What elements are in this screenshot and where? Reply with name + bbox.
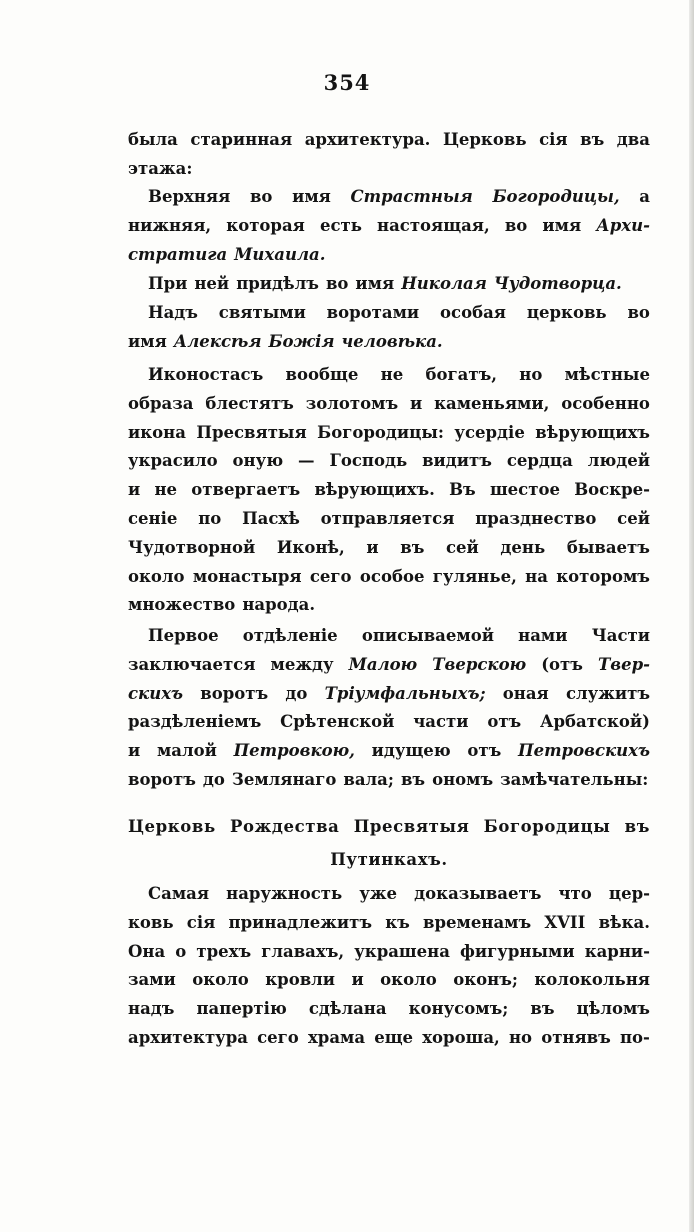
word: XVII (544, 912, 586, 932)
word: сія (539, 130, 568, 149)
text-line (128, 183, 650, 212)
word: богатъ, (425, 365, 497, 384)
word: Петровкою, (233, 741, 355, 761)
word: въ (580, 130, 605, 149)
word: имя (355, 274, 395, 293)
word: въ (400, 769, 426, 789)
word: трехъ (196, 941, 252, 961)
word: части (413, 712, 469, 732)
word: Петровскихъ (518, 741, 650, 761)
text-line (128, 995, 650, 1024)
word: въ (624, 817, 650, 836)
word: и (128, 741, 141, 761)
word: главахъ, (261, 941, 345, 961)
word: золотомъ (305, 393, 399, 413)
word: Пресвятыя (353, 817, 470, 836)
text-line (128, 447, 650, 476)
text-line (128, 299, 650, 328)
paragraph (128, 622, 650, 795)
word: Малою (348, 654, 418, 674)
word: человѣка. (341, 331, 443, 351)
word: оконъ; (453, 970, 518, 990)
word: архитектура. (304, 130, 431, 149)
word: нижняя, (128, 215, 212, 235)
word: Самая (148, 884, 210, 903)
word: день (500, 537, 546, 557)
word: Церковь (128, 817, 216, 836)
word: бываетъ (566, 537, 650, 557)
word: уже (359, 884, 398, 903)
word: раздѣленіемъ (128, 712, 262, 732)
word: что (558, 884, 592, 903)
word: въ (530, 999, 555, 1019)
word: Богородицы: (317, 422, 444, 442)
word: старинная (190, 130, 293, 149)
word: отправляется (320, 508, 455, 528)
word: Богородицы, (492, 187, 620, 206)
page-edge (689, 0, 694, 1232)
word: Землянаго (231, 769, 337, 789)
word: стратига (128, 244, 228, 264)
word: — (298, 451, 315, 471)
word: Архи- (596, 215, 650, 235)
word: особая (440, 303, 506, 322)
word: икона (128, 422, 186, 442)
word: имя (128, 331, 167, 351)
text-line (128, 591, 650, 620)
word: Богородицы (483, 817, 611, 836)
word: гулянье, (432, 566, 517, 586)
word: на (525, 566, 548, 586)
word: ковь (128, 912, 174, 932)
word: и (409, 393, 423, 413)
text-line (128, 534, 650, 563)
text-line (128, 155, 650, 184)
word: о (175, 941, 187, 961)
text-line (128, 766, 650, 795)
word: особое (359, 566, 425, 586)
text-line (128, 361, 650, 390)
word: которая (226, 215, 305, 235)
word: вообще (285, 365, 359, 384)
paragraph (128, 270, 650, 299)
word: оная (502, 683, 549, 703)
word: служитъ (565, 683, 650, 703)
section-heading (128, 810, 650, 876)
word: Алексѣя (173, 331, 262, 351)
word: цѣломъ (576, 999, 650, 1019)
word: этажа: (128, 158, 193, 178)
word: не (154, 480, 178, 500)
word: къ (385, 912, 410, 932)
word: но (508, 1027, 533, 1047)
word: скихъ (128, 683, 184, 703)
word: Воскре- (574, 480, 650, 500)
word: При (148, 274, 188, 293)
word: наружность (226, 884, 343, 903)
word: Она (128, 941, 166, 961)
word: доказываетъ (414, 884, 542, 903)
word: еще (374, 1027, 414, 1047)
word: есть (319, 215, 362, 235)
word: была (128, 130, 178, 149)
text-line (128, 880, 650, 909)
word: отдѣленіе (242, 626, 338, 645)
paragraph (128, 126, 650, 184)
word: Пресвятыя (196, 422, 307, 442)
word: не (380, 365, 404, 384)
word: Тверскою (432, 654, 527, 674)
text-line (128, 651, 650, 680)
word: Страстныя (350, 187, 473, 206)
word: Арбатской) (540, 712, 650, 732)
page-number: 354 (323, 70, 371, 95)
word: замѣчательны: (500, 769, 649, 789)
word: отъ (487, 712, 522, 732)
word: сего (309, 566, 352, 586)
text-line (128, 505, 650, 534)
word: и (366, 537, 379, 557)
word: людей (587, 451, 650, 471)
word: украсило (128, 451, 218, 471)
word: а (639, 187, 650, 206)
word: имя (542, 215, 582, 235)
word: нами (518, 626, 568, 645)
word: отъ (467, 741, 502, 761)
word: оную (232, 451, 284, 471)
text-line (128, 419, 650, 448)
heading-line (128, 810, 650, 843)
word: вѣрующихъ (535, 422, 650, 442)
word: отнявъ (541, 1027, 611, 1047)
text-line (128, 1024, 650, 1053)
text-line (128, 328, 650, 357)
word: около (128, 566, 185, 586)
text-line (128, 966, 650, 995)
word: до (202, 769, 225, 789)
word: въ (400, 537, 425, 557)
word: святыми (218, 303, 306, 322)
word: временамъ (423, 912, 532, 932)
word: Чудотворной (128, 537, 256, 557)
text-line (128, 390, 650, 419)
word: описываемой (361, 626, 494, 645)
text-line (128, 938, 650, 967)
word: храма (307, 1027, 366, 1047)
word: карни- (584, 941, 650, 961)
text-line (128, 476, 650, 505)
word: видитъ (422, 451, 492, 471)
word: вѣка. (598, 912, 650, 932)
word: между (270, 654, 334, 674)
word: Срѣтенской (280, 712, 395, 732)
word: надъ (128, 999, 175, 1019)
word: Господь (329, 451, 408, 471)
word: Рождества (230, 817, 340, 836)
word: два (616, 130, 650, 149)
word: Иконостасъ (148, 365, 264, 384)
word: конусомъ; (408, 999, 509, 1019)
word: особенно (561, 393, 650, 413)
word: Въ (449, 480, 476, 500)
word: (отъ (541, 654, 583, 674)
word: цер- (608, 884, 650, 903)
word: во (249, 187, 273, 206)
paragraph (128, 880, 650, 1053)
word: ономъ (432, 769, 494, 789)
paragraph (128, 299, 650, 357)
word: Церковь (442, 130, 527, 149)
text-line (128, 622, 650, 651)
word: сей (446, 537, 479, 557)
word: ней (194, 274, 230, 293)
text-line (128, 270, 650, 299)
word: украшена (354, 941, 450, 961)
word: заключается (128, 654, 256, 674)
word: сія (186, 912, 216, 932)
word: зами (128, 970, 176, 990)
word: настоящая, (377, 215, 490, 235)
word: церковь (526, 303, 607, 322)
word: образа (128, 393, 194, 413)
paragraph (128, 361, 650, 620)
word: сеніе (128, 508, 178, 528)
word: Божія (268, 331, 335, 351)
heading-line (128, 843, 650, 876)
word: Первое (148, 626, 219, 645)
word: малой (156, 741, 217, 761)
text-line (128, 563, 650, 592)
text-line (128, 126, 650, 155)
word: но (519, 365, 543, 384)
text-line (128, 708, 650, 737)
word: Николая (401, 274, 487, 293)
word: около (380, 970, 437, 990)
word: и (128, 480, 141, 500)
word: воротъ (128, 769, 196, 789)
word: мѣстные (564, 365, 650, 384)
word: Твер- (597, 654, 650, 674)
word: папертію (196, 999, 287, 1019)
word: блестятъ (205, 393, 294, 413)
word: сей (617, 508, 650, 528)
word: принадлежитъ (228, 912, 373, 932)
word: воротъ (200, 683, 269, 703)
word: празднество (475, 508, 597, 528)
word: Части (591, 626, 650, 645)
word: Путинкахъ. (330, 850, 448, 869)
word: отвергаетъ (191, 480, 301, 500)
word: сего (257, 1027, 299, 1047)
word: колокольня (534, 970, 650, 990)
word: вала; (343, 769, 394, 789)
word: воротами (326, 303, 420, 322)
text-line (128, 680, 650, 709)
word: до (285, 683, 308, 703)
word: Иконѣ, (276, 537, 345, 557)
word: хороша, (422, 1027, 500, 1047)
word: по- (619, 1027, 650, 1047)
word: архитектура (128, 1027, 248, 1047)
paragraph (128, 183, 650, 269)
word: вѣрующихъ. (314, 480, 435, 500)
word: Чудотворца. (493, 274, 622, 293)
word: каменьями, (434, 393, 550, 413)
word: во (504, 215, 528, 235)
word: и (351, 970, 364, 990)
word: которомъ (556, 566, 650, 586)
word: имя (292, 187, 331, 206)
word: по (198, 508, 222, 528)
word: во (627, 303, 650, 322)
word: сердца (506, 451, 573, 471)
word: идущею (371, 741, 451, 761)
word: около (192, 970, 249, 990)
word: фигурными (460, 941, 575, 961)
text-line (128, 737, 650, 766)
word: народа. (242, 595, 316, 615)
word: сдѣлана (308, 999, 387, 1019)
word: придѣлъ (236, 274, 319, 293)
text-line (128, 909, 650, 938)
word: усердіе (454, 422, 525, 442)
word: Верхняя (148, 187, 231, 206)
word: во (325, 274, 349, 293)
word: множество (128, 595, 236, 615)
word: Надъ (148, 303, 198, 322)
word: монастыря (192, 566, 302, 586)
word: Пасхѣ (242, 508, 300, 528)
word: кровли (265, 970, 336, 990)
word: Михаила. (234, 244, 326, 264)
word: Тріумфальныхъ; (324, 683, 486, 703)
text-line (128, 241, 650, 270)
text-line (128, 212, 650, 241)
word: шестое (489, 480, 560, 500)
